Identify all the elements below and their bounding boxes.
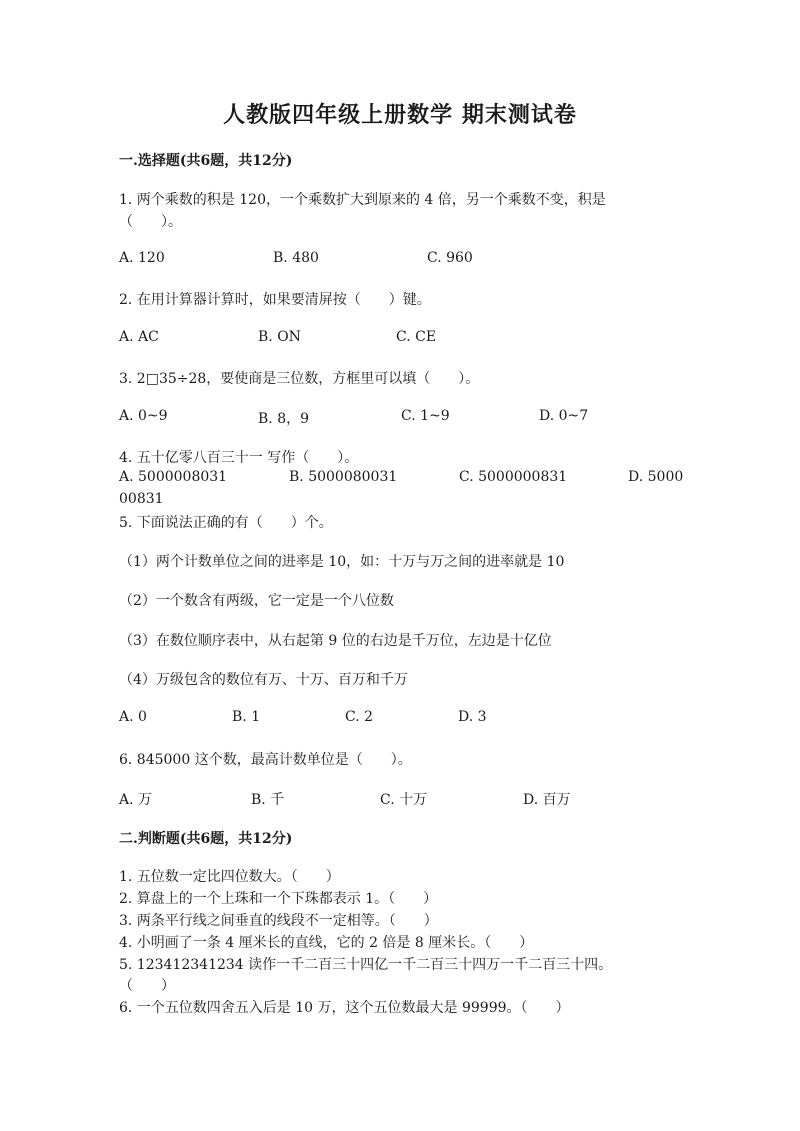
question-3-option-a: A. 0~9: [119, 408, 168, 424]
question-1-option-a: A. 120: [119, 250, 165, 266]
question-4-option-d-wrap: 00831: [119, 491, 164, 507]
question-6-option-c: C. 十万: [380, 792, 428, 808]
question-1-option-c: C. 960: [427, 250, 473, 266]
question-3-option-b: B. 8，9: [258, 411, 310, 427]
judgement-item: 1. 五位数一定比四位数大。（ ）: [119, 869, 340, 885]
judgement-item: 2. 算盘上的一个上珠和一个下珠都表示 1。（ ）: [119, 891, 438, 907]
question-4-stem: 4. 五十亿零八百三十一 写作（ ）。: [119, 450, 359, 466]
question-4-option-a: A. 5000008031: [119, 469, 228, 485]
question-5-statement: （1）两个计数单位之间的进率是 10，如：十万与万之间的进率就是 10: [119, 554, 565, 570]
question-1-stem-wrap: （ ）。: [119, 214, 182, 230]
question-5-statement: （3）在数位顺序表中，从右起第 9 位的右边是千万位，左边是十亿位: [119, 633, 552, 649]
question-4-option-d: D. 5000: [628, 469, 684, 485]
question-1-option-b: B. 480: [273, 250, 319, 266]
question-6-option-a: A. 万: [119, 792, 153, 808]
question-3-option-c: C. 1~9: [401, 408, 450, 424]
question-3-option-d: D. 0~7: [539, 408, 589, 424]
question-2-stem: 2. 在用计算器计算时，如果要清屏按（ ）键。: [119, 292, 431, 308]
section-heading-judgement: 二.判断题(共6题，共12分): [119, 831, 293, 847]
question-6-stem: 6. 845000 这个数，最高计数单位是（ ）。: [119, 752, 412, 768]
question-5-option-a: A. 0: [119, 709, 147, 725]
question-2-option-b: B. ON: [258, 329, 301, 345]
judgement-item-wrap: （ ）: [119, 978, 175, 994]
question-5-statement: （4）万级包含的数位有万、十万、百万和千万: [119, 672, 408, 688]
question-6-option-b: B. 千: [251, 792, 285, 808]
question-3-stem: 3. 2□35÷28，要使商是三位数，方框里可以填（ ）。: [119, 371, 480, 387]
section-heading-choice: 一.选择题(共6题，共12分): [119, 153, 293, 169]
question-5-option-b: B. 1: [232, 709, 261, 725]
question-4-option-c: C. 5000000831: [459, 469, 568, 485]
question-5-stem: 5. 下面说法正确的有（ ）个。: [119, 515, 333, 531]
page-title: 人教版四年级上册数学 期末测试卷: [223, 102, 577, 128]
question-5-statement: （2）一个数含有两级，它一定是一个八位数: [119, 593, 394, 609]
judgement-item: 3. 两条平行线之间垂直的线段不一定相等。（ ）: [119, 913, 438, 929]
judgement-item: 6. 一个五位数四舍五入后是 10 万，这个五位数最大是 99999。（ ）: [119, 1000, 570, 1016]
judgement-item: 5. 123412341234 读作一千二百三十四亿一千二百三十四万一千二百三十四。: [119, 957, 613, 973]
question-6-option-d: D. 百万: [523, 792, 571, 808]
question-2-option-a: A. AC: [119, 329, 159, 345]
question-4-option-b: B. 5000080031: [289, 469, 398, 485]
question-5-option-c: C. 2: [345, 709, 374, 725]
question-1-stem: 1. 两个乘数的积是 120，一个乘数扩大到原来的 4 倍，另一个乘数不变，积是: [119, 192, 606, 208]
question-2-option-c: C. CE: [396, 329, 437, 345]
judgement-item: 4. 小明画了一条 4 厘米长的直线，它的 2 倍是 8 厘米长。（ ）: [119, 935, 534, 951]
question-5-option-d: D. 3: [458, 709, 487, 725]
